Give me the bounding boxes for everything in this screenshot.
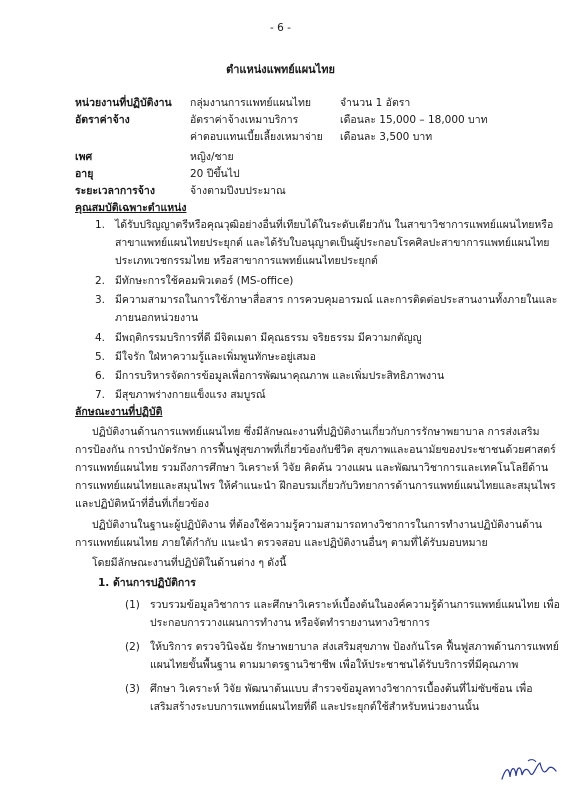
period-value: จ้างตามปีงบประมาณ — [190, 185, 286, 197]
subitem-line: แผนไทยขั้นพื้นฐาน ตามมาตรฐานวิชาชีพ เพื่อให้ประชาชนได้รับบริการที่มีคุณภาพ — [150, 659, 519, 671]
unit-label: หน่วยงานที่ปฏิบัติงาน — [75, 97, 172, 109]
subitem-line: ให้บริการ ตรวจวินิจฉัย รักษาพยาบาล ส่งเสริมสุขภาพ ป้องกันโรค ฟื้นฟูสภาพด้านการแพทย์ — [150, 641, 559, 653]
job-heading: ลักษณะงานที่ปฏิบัติ — [75, 406, 163, 418]
unit-value: กลุ่มงานการแพทย์แผนไทย — [190, 97, 312, 109]
subitem-number: (3) — [125, 683, 140, 695]
paragraph-line: การป้องกัน การบำบัดรักษา การฟื้นฟูสุขภาพที่เกี่ยวข้องกับชีวิต สุขภาพและอนามัยของประชาชนด้วยศาสตร์ — [75, 444, 556, 456]
handwritten-signature — [500, 757, 558, 787]
sex-label: เพศ — [75, 151, 93, 163]
allowance-amount: เดือนละ 3,500 บาท — [340, 131, 433, 143]
section-heading: 1. ด้านการปฏิบัติการ — [98, 577, 196, 589]
qual-line: มีการบริหารจัดการข้อมูลเพื่อการพัฒนาคุณภาพ และเพิ่มประสิทธิภาพงาน — [115, 370, 445, 382]
qual-line: ภายนอกหน่วยงาน — [115, 312, 199, 324]
qual-number: 1. — [95, 219, 106, 231]
allowance-value: ค่าตอบแทนเบี้ยเลี้ยงเหมาจ่าย — [190, 131, 323, 143]
count-value: จำนวน 1 อัตรา — [340, 97, 411, 109]
wage-label: อัตราค่าจ้าง — [75, 114, 130, 126]
paragraph-line: การแพทย์แผนไทย ภายใต้กำกับ แนะนำ ตรวจสอบ และปฏิบัติงานอื่นๆ ตามที่ได้รับมอบหมาย — [75, 537, 488, 549]
paragraph-line: ปฏิบัติงานด้านการแพทย์แผนไทย ซึ่งมีลักษณะงานที่ปฏิบัติงานเกี่ยวกับการรักษาพยาบาล การส่งเสริม — [92, 426, 540, 438]
qual-number: 2. — [95, 275, 106, 287]
subitem-number: (2) — [125, 641, 140, 653]
wage-value: อัตราค่าจ้างเหมาบริการ — [190, 114, 299, 126]
qual-number: 7. — [95, 389, 106, 401]
paragraph-line: ปฏิบัติงานในฐานะผู้ปฏิบัติงาน ที่ต้องใช้ความรู้ความสามารถทางวิชาการในการทำงานปฏิบัติงานด้าน — [92, 519, 543, 531]
age-label: อายุ — [75, 168, 94, 180]
paragraph-line: การแพทย์แผนไทย รวมถึงการศึกษา วิเคราะห์ วิจัย คิดค้น วางแผน และพัฒนาวิชาการและเทคโนโลยีด้าน — [75, 462, 549, 474]
page-number: - 6 - — [270, 22, 291, 34]
qual-line: ประเภทเวชกรรมไทย หรือสาขาการแพทย์แผนไทยประยุกต์ — [115, 255, 378, 267]
wage-amount: เดือนละ 15,000 – 18,000 บาท — [340, 114, 488, 126]
qual-line: มีทักษะการใช้คอมพิวเตอร์ (MS-office) — [115, 275, 294, 287]
paragraph-line: และปฏิบัติหน้าที่อื่นที่เกี่ยวข้อง — [75, 498, 209, 510]
subitem-line: เสริมสร้างระบบการแพทย์แผนไทยที่ดี และประยุกต์ใช้สำหรับหน่วยงานนั้น — [150, 701, 480, 713]
qual-line: มีความสามารถในการใช้ภาษาสื่อสาร การควบคุมอารมณ์ และการติดต่อประสานงานทั้งภายในและ — [115, 294, 558, 306]
page-title: ตำแหน่งแพทย์แผนไทย — [226, 63, 335, 76]
subitem-number: (1) — [125, 599, 140, 611]
qual-number: 5. — [95, 351, 106, 363]
qual-number: 4. — [95, 332, 106, 344]
qual-number: 6. — [95, 370, 106, 382]
qual-line: มีสุขภาพร่างกายแข็งแรง สมบูรณ์ — [115, 389, 266, 401]
subitem-line: ประกอบการวางแผนการทำงาน หรือจัดทำรายงานทางวิชาการ — [150, 617, 430, 629]
age-value: 20 ปีขึ้นไป — [190, 168, 240, 180]
qual-line: มีใจรัก ใฝ่หาความรู้และเพิ่มพูนทักษะอยู่เสมอ — [115, 351, 316, 363]
qual-number: 3. — [95, 294, 106, 306]
subitem-line: รวบรวมข้อมูลวิชาการ และศึกษาวิเคราะห์เบื้องต้นในองค์ความรู้ด้านการแพทย์แผนไทย เพื่อ — [150, 599, 560, 611]
qual-line: สาขาแพทย์แผนไทยประยุกต์ และได้รับใบอนุญาตเป็นผู้ประกอบโรคศิลปะสาขาการแพทย์แผนไทย — [115, 237, 550, 249]
qual-line: ได้รับปริญญาตรีหรือคุณวุฒิอย่างอื่นที่เทียบได้ในระดับเดียวกัน ในสาขาวิชาการแพทย์แผนไทยหรือ — [115, 219, 554, 231]
subitem-line: ศึกษา วิเคราะห์ วิจัย พัฒนาต้นแบบ สำรวจข้อมูลทางวิชาการเบื้องต้นที่ไม่ซับซ้อน เพื่อ — [150, 683, 533, 695]
qual-line: มีพฤติกรรมบริการที่ดี มีจิตเมตา มีคุณธรรม จริยธรรม มีความกตัญญู — [115, 332, 422, 344]
sex-value: หญิง/ชาย — [190, 151, 234, 163]
paragraph-line: การแพทย์แผนไทยและสมุนไพร ให้คำแนะนำ ฝึกอบรมเกี่ยวกับวิทยาการด้านการแพทย์แผนไทยและสมุนไพร — [75, 480, 556, 492]
paragraph-line: โดยมีลักษณะงานที่ปฏิบัติในด้านต่าง ๆ ดังนี้ — [92, 557, 287, 569]
qualifications-heading: คุณสมบัติเฉพาะตำแหน่ง — [75, 202, 187, 214]
period-label: ระยะเวลาการจ้าง — [75, 185, 155, 197]
